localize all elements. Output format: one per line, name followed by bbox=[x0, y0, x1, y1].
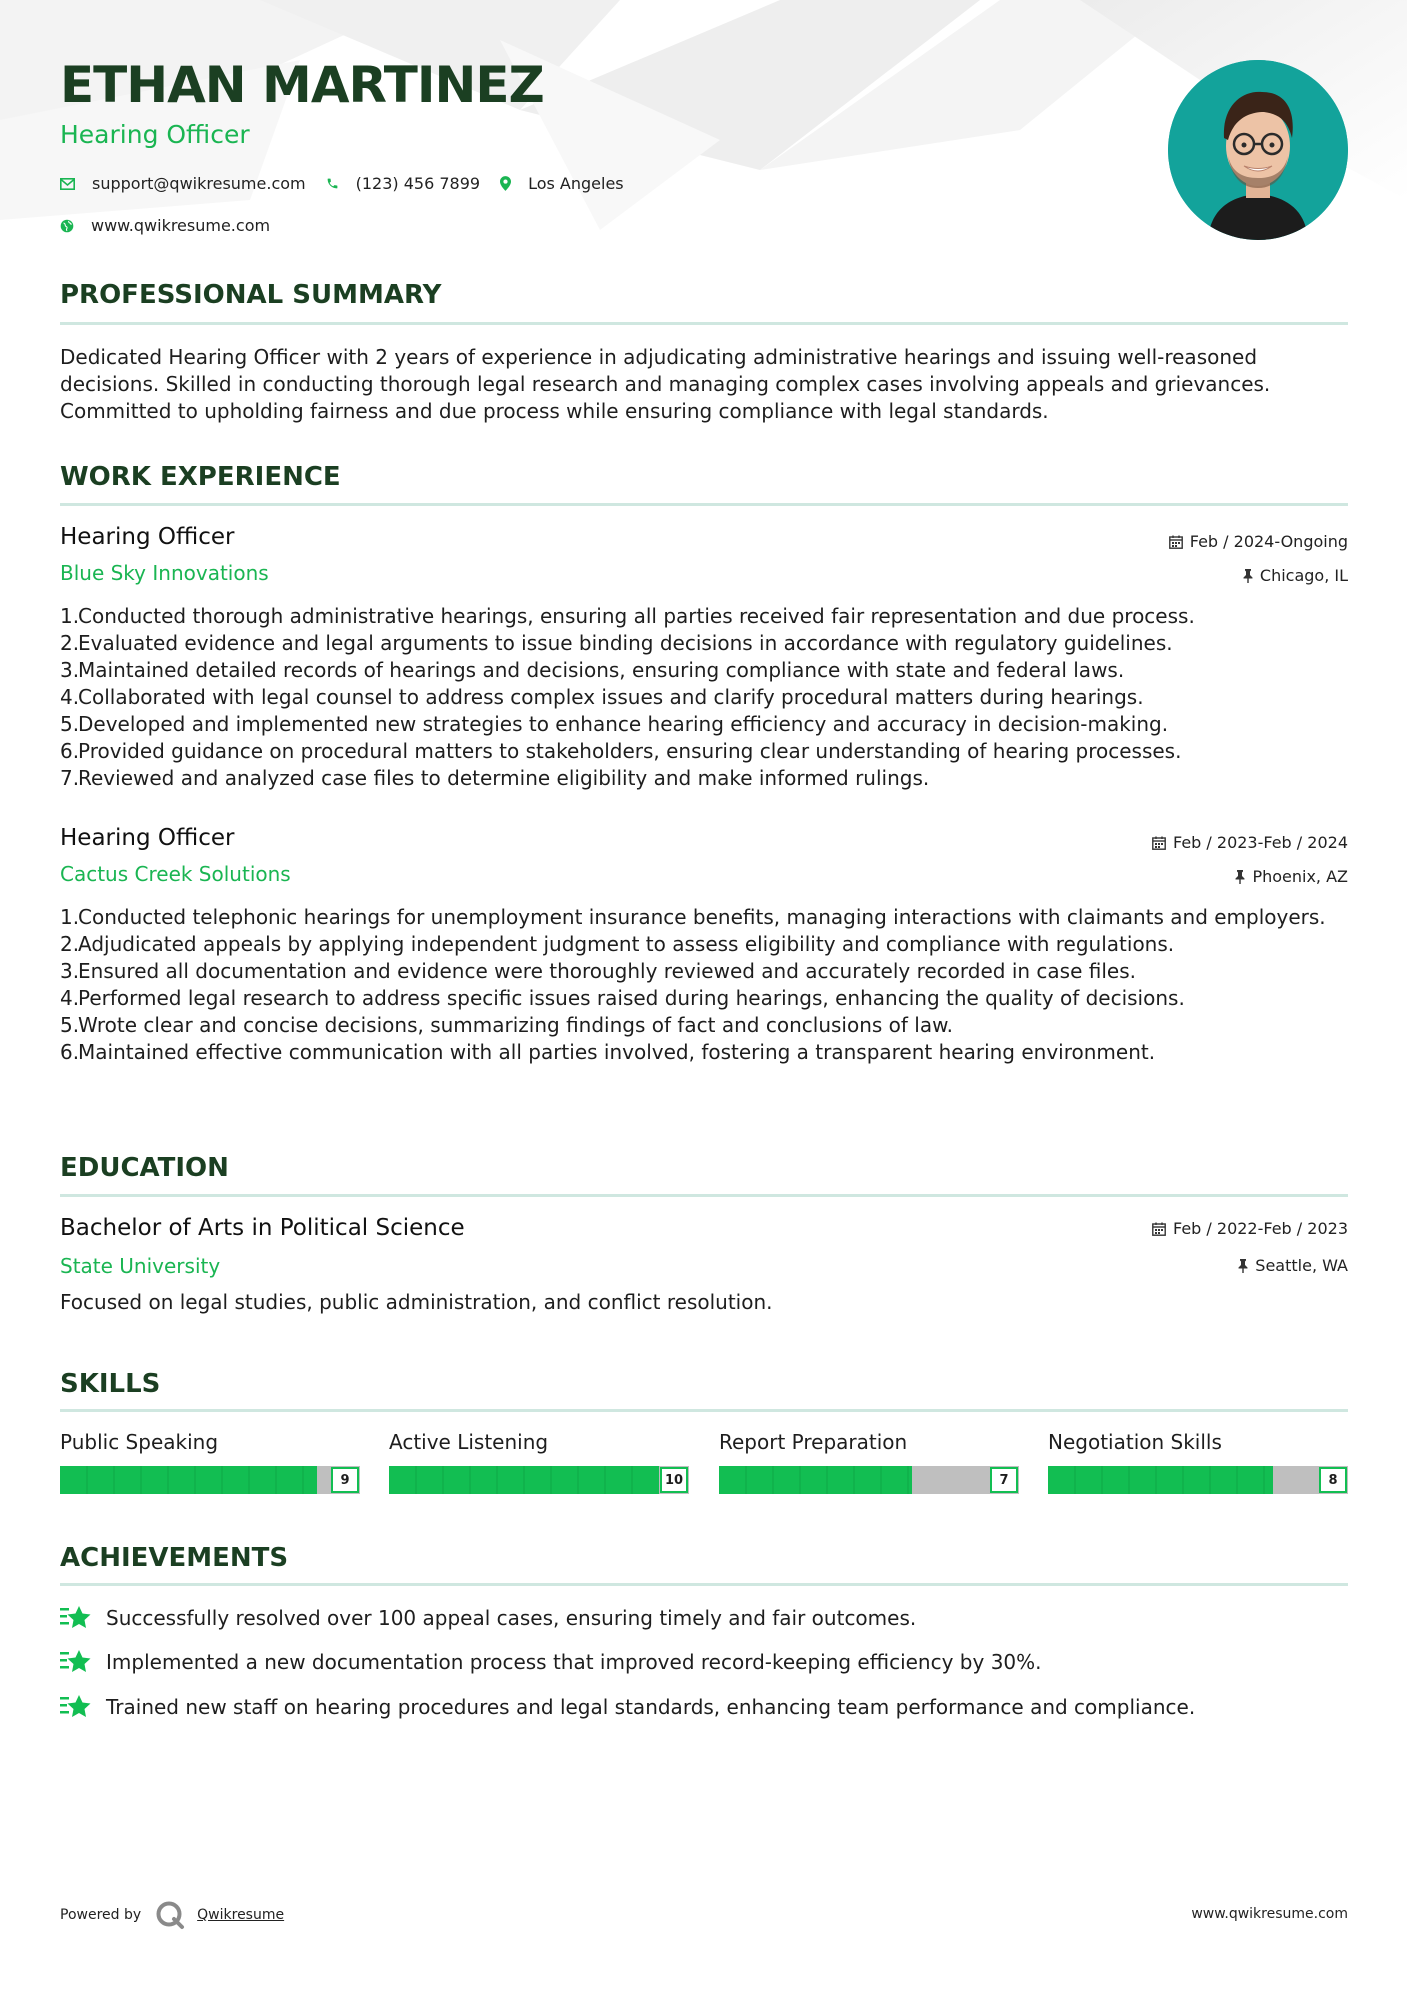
education-dates-text: Feb / 2022-Feb / 2023 bbox=[1173, 1219, 1348, 1238]
skill-bar-ticks bbox=[719, 1466, 1019, 1494]
qwikresume-link[interactable]: Qwikresume bbox=[197, 1907, 285, 1923]
job-bullets bbox=[60, 603, 1350, 792]
calendar-icon bbox=[1169, 535, 1183, 549]
list-item: Maintained detailed records of hearings and decisions, ensuring compliance with state and federal laws. bbox=[78, 658, 1125, 682]
skill-bar-ticks bbox=[60, 1466, 360, 1494]
achievements-heading: ACHIEVEMENTS bbox=[60, 1543, 289, 1573]
achievement-text: Implemented a new documentation process that improved record-keeping efficiency by 30%. bbox=[106, 1650, 1042, 1674]
section-divider bbox=[60, 1409, 1348, 1412]
skill-name: Negotiation Skills bbox=[1048, 1430, 1222, 1454]
skill-bar bbox=[60, 1466, 360, 1494]
company-name: Blue Sky Innovations bbox=[60, 561, 269, 585]
skill-level: 9 bbox=[331, 1467, 359, 1493]
list-item: Adjudicated appeals by applying independent judgment to assess eligibility and compliance with regulations. bbox=[78, 932, 1175, 956]
school-name: State University bbox=[60, 1254, 221, 1278]
footer-powered-by bbox=[60, 1900, 284, 1930]
education-location-text: Seattle, WA bbox=[1255, 1256, 1348, 1275]
achievement-item bbox=[60, 1649, 1042, 1675]
job-dates-text: Feb / 2024-Ongoing bbox=[1189, 532, 1348, 551]
achievement-item bbox=[60, 1694, 1195, 1720]
skill-bar bbox=[719, 1466, 1019, 1494]
skill-item bbox=[719, 1430, 1019, 1488]
location-item bbox=[500, 174, 624, 193]
powered-by-label: Powered by bbox=[60, 1907, 142, 1923]
website-row bbox=[60, 216, 290, 235]
email-text: support@qwikresume.com bbox=[92, 174, 306, 193]
skill-name: Active Listening bbox=[389, 1430, 549, 1454]
calendar-icon bbox=[1152, 836, 1166, 850]
achievement-item bbox=[60, 1605, 916, 1631]
education-location bbox=[1238, 1256, 1348, 1275]
qwikresume-logo-icon bbox=[155, 1900, 185, 1930]
website-text: www.qwikresume.com bbox=[91, 216, 271, 235]
list-item: Performed legal research to address specific issues raised during hearings, enhancing the quality of decisions. bbox=[78, 986, 1185, 1010]
skill-level: 7 bbox=[990, 1467, 1018, 1493]
education-dates bbox=[1152, 1219, 1348, 1238]
job-dates-text: Feb / 2023-Feb / 2024 bbox=[1173, 833, 1348, 852]
job-dates bbox=[1169, 532, 1348, 551]
summary-text: Dedicated Hearing Officer with 2 years of experience in adjudicating administrative hearings and issuing well-reasoned decisions. Skilled in conducting thorough legal research and managing complex cases involving appeals and grievances. Committed to upholding fairness and due process while ensuring compliance with legal standards. bbox=[60, 345, 1271, 423]
experience-heading: WORK EXPERIENCE bbox=[60, 462, 341, 492]
skill-bar bbox=[389, 1466, 689, 1494]
skill-item bbox=[1048, 1430, 1348, 1488]
section-divider bbox=[60, 503, 1348, 506]
education-description: Focused on legal studies, public administration, and conflict resolution. bbox=[60, 1290, 773, 1314]
email-item[interactable] bbox=[60, 174, 306, 193]
list-item: Reviewed and analyzed case files to determine eligibility and make informed rulings. bbox=[78, 766, 930, 790]
star-badge-icon bbox=[60, 1649, 92, 1675]
section-divider bbox=[60, 322, 1348, 325]
skill-name: Public Speaking bbox=[60, 1430, 219, 1454]
job-location bbox=[1243, 566, 1348, 585]
list-item: Evaluated evidence and legal arguments to issue binding decisions in accordance with regulatory guidelines. bbox=[78, 631, 1173, 655]
phone-text: (123) 456 7899 bbox=[355, 174, 481, 193]
list-item: Wrote clear and concise decisions, summarizing findings of fact and conclusions of law. bbox=[78, 1013, 953, 1037]
avatar-illustration bbox=[1168, 60, 1348, 240]
education-heading: EDUCATION bbox=[60, 1153, 229, 1183]
company-name: Cactus Creek Solutions bbox=[60, 862, 291, 886]
pushpin-icon bbox=[1243, 569, 1253, 583]
skill-bar-ticks bbox=[389, 1466, 689, 1494]
section-divider bbox=[60, 1583, 1348, 1586]
list-item: Conducted telephonic hearings for unemployment insurance benefits, managing interactions with claimants and employers. bbox=[78, 905, 1326, 929]
skill-name: Report Preparation bbox=[719, 1430, 908, 1454]
footer-website[interactable]: www.qwikresume.com bbox=[1191, 1906, 1348, 1922]
contact-row bbox=[60, 174, 644, 193]
website-item[interactable] bbox=[60, 216, 270, 235]
degree-title: Bachelor of Arts in Political Science bbox=[60, 1215, 465, 1241]
list-item: Conducted thorough administrative hearings, ensuring all parties received fair representation and due process. bbox=[78, 604, 1195, 628]
job-location bbox=[1235, 867, 1348, 886]
job-location-text: Chicago, IL bbox=[1259, 566, 1348, 585]
profile-photo bbox=[1168, 60, 1348, 240]
star-badge-icon bbox=[60, 1605, 92, 1631]
section-divider bbox=[60, 1194, 1348, 1197]
skill-item bbox=[60, 1430, 360, 1488]
candidate-role: Hearing Officer bbox=[60, 120, 250, 149]
calendar-icon bbox=[1152, 1222, 1166, 1236]
job-title: Hearing Officer bbox=[60, 524, 235, 550]
job-dates bbox=[1152, 833, 1348, 852]
list-item: Maintained effective communication with all parties involved, fostering a transparent hearing environment. bbox=[78, 1040, 1156, 1064]
pushpin-icon bbox=[1238, 1259, 1248, 1273]
list-item: Developed and implemented new strategies to enhance hearing efficiency and accuracy in decision-making. bbox=[78, 712, 1169, 736]
skill-level: 10 bbox=[660, 1467, 688, 1493]
pushpin-icon bbox=[1235, 870, 1245, 884]
list-item: Provided guidance on procedural matters to stakeholders, ensuring clear understanding of hearing processes. bbox=[78, 739, 1182, 763]
star-badge-icon bbox=[60, 1694, 92, 1720]
location-text: Los Angeles bbox=[528, 174, 624, 193]
map-pin-icon bbox=[500, 176, 511, 191]
skill-item bbox=[389, 1430, 689, 1488]
list-item: Ensured all documentation and evidence were thoroughly reviewed and accurately recorded in case files. bbox=[78, 959, 1136, 983]
skills-heading: SKILLS bbox=[60, 1369, 161, 1399]
list-item: Collaborated with legal counsel to address complex issues and clarify procedural matters during hearings. bbox=[78, 685, 1144, 709]
summary-heading: PROFESSIONAL SUMMARY bbox=[60, 280, 442, 310]
skill-bar bbox=[1048, 1466, 1348, 1494]
phone-icon bbox=[326, 177, 339, 190]
skill-bar-ticks bbox=[1048, 1466, 1348, 1494]
achievement-text: Successfully resolved over 100 appeal cases, ensuring timely and fair outcomes. bbox=[106, 1606, 917, 1630]
phone-item[interactable] bbox=[326, 174, 480, 193]
envelope-icon bbox=[60, 178, 75, 190]
globe-icon bbox=[60, 219, 74, 233]
job-title: Hearing Officer bbox=[60, 825, 235, 851]
achievement-text: Trained new staff on hearing procedures and legal standards, enhancing team performance and compliance. bbox=[106, 1695, 1196, 1719]
skill-level: 8 bbox=[1319, 1467, 1347, 1493]
candidate-name: ETHAN MARTINEZ bbox=[60, 56, 544, 114]
job-bullets bbox=[60, 904, 1350, 1066]
job-location-text: Phoenix, AZ bbox=[1252, 867, 1348, 886]
